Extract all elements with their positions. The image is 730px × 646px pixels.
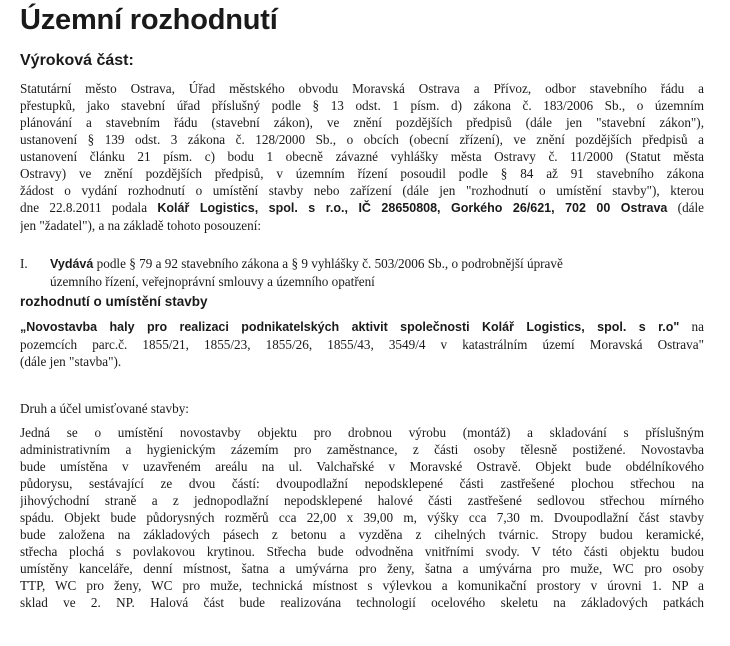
intro-line: ustanovení článku 21 písm. c) bodu 1 obecně závazné vyhlášky města Ostravy č. 11/2000 (Statut města [20, 149, 704, 164]
description-line: bude založena na základových pásech z betonu a vyzděna z cihelných tvárnic. Stropy budou keramické, [20, 527, 704, 542]
applicant-name: Kolář Logistics, spol. s r.o., IČ 28650808, Gorkého 26/621, 702 00 Ostrava [157, 201, 668, 215]
intro-line: Statutární město Ostrava, Úřad městského obvodu Moravská Ostrava a Přívoz, odbor stavebního řádu a [20, 81, 704, 96]
project-text: na [691, 319, 704, 334]
description-line: TTP, WC pro ženy, WC pro muže, technická místnost s výlevkou a komunikační prostory v úrovni 1. NP a [20, 578, 704, 593]
section-heading: Výroková část: [20, 52, 134, 69]
intro-line: plánování a stavebním řádu (stavební zákon), ve znění pozdějších předpisů (dále jen "stavební zákon"), [20, 115, 704, 130]
item-text-line: podle § 79 a 92 stavebního zákona a § 9 vyhlášky č. 503/2006 Sb., o podrobnější úpravě [96, 256, 563, 271]
description-paragraph [20, 424, 704, 611]
description-line: půdorysu, sestávající ze dvou částí: dvoupodlažní nepodsklepené části zastřešené plochou střechou na [20, 476, 704, 491]
description-line: administrativním a hygienickým zázemím pro zaměstnance, z části osoby tělesně postižené. Novostavba [20, 442, 704, 457]
item-verb: Vydává [50, 257, 94, 271]
intro-line [20, 199, 704, 217]
intro-paragraph [20, 80, 704, 234]
description-line: střecha plochá s povlakovou krytinou. Střecha bude odvodněna vnitřními svody. V této části objektu budou [20, 544, 704, 559]
description-line: umístěny kanceláře, denní místnost, šatna a umývárna pro ženy, šatna a umývárna pro muže, WC pro osoby [20, 561, 704, 576]
intro-line: jen "žadatel"), a na základě tohoto posouzení: [20, 218, 262, 233]
intro-date-text: dne 22.8.2011 podala [20, 200, 148, 215]
intro-line: ustanovení § 139 odst. 3 zákona č. 128/2000 Sb., o obcích (obecní zřízení), ve znění pozdějších předpisů a [20, 132, 704, 147]
item-text [50, 255, 704, 290]
description-line: Jedná se o umístění novostavby objektu pro drobnou výrobu (montáž) a skladování s příslušným [20, 425, 704, 440]
intro-line: žádost o vydání rozhodnutí o umístění stavby nebo zařízení (dále jen "rozhodnutí o umístění stavby"), kterou [20, 183, 704, 198]
project-name: „Novostavba haly pro realizaci podnikatelských aktivit společnosti Kolář Logistics, spol. s r.o" [20, 320, 680, 334]
purpose-heading: Druh a účel umisťované stavby: [20, 401, 189, 416]
intro-line: Ostravy) ve znění pozdějších předpisů, v územním řízení posoudil podle § 84 až 91 stavebního zákona [20, 166, 704, 181]
project-paragraph [20, 318, 704, 370]
description-line: sklad ve 2. NP. Halová část bude realizována technologií ocelového skeletu na základových patkách [20, 595, 704, 610]
description-line: spádu. Objekt bude půdorysných rozměrů cca 22,00 x 39,00 m, výšky cca 7,30 m. Dvoupodlažní část stavby [20, 510, 704, 525]
item-number: I. [20, 256, 28, 271]
decision-label: rozhodnutí o umístění stavby [20, 294, 208, 309]
description-line: jihovýchodní straně a z jednopodlažní nepodsklepené halové části zastřešené sedlovou střechou mírného [20, 493, 704, 508]
document-title: Územní rozhodnutí [20, 4, 278, 36]
description-line: bude umístěna v uzavřeném areálu na ul. Valchařské v Moravské Ostravě. Objekt bude obdélníkového [20, 459, 704, 474]
project-line: pozemcích parc.č. 1855/21, 1855/23, 1855/26, 1855/43, 3549/4 v katastrálním území Moravská Ostrava" [20, 337, 704, 352]
project-line: (dále jen "stavba"). [20, 354, 122, 369]
intro-continuation: (dále [677, 200, 704, 215]
intro-line: přestupků, jako stavební úřad příslušný podle § 13 odst. 1 písm. d) zákona č. 183/2006 Sb., o územním [20, 98, 704, 113]
item-text-line: územního řízení, veřejnoprávní smlouvy a územního opatření [50, 274, 375, 289]
